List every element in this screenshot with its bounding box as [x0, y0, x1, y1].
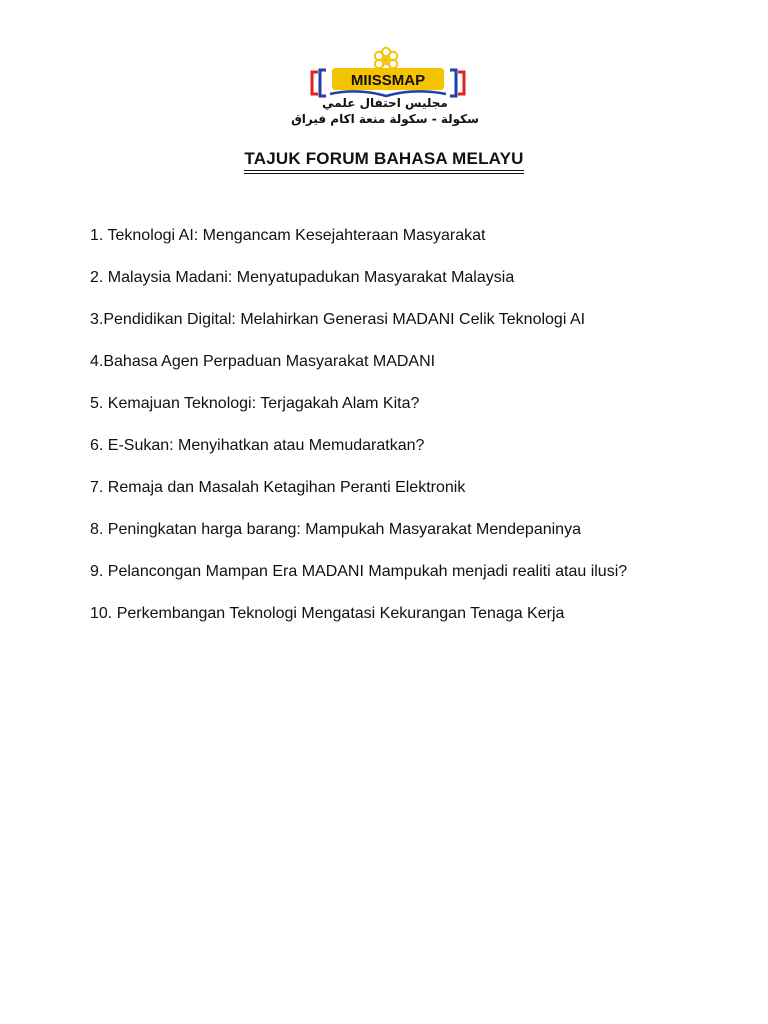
topic-item-3: 3.Pendidikan Digital: Melahirkan Generasi MADANI Celik Teknologi AI [90, 311, 586, 328]
topic-item-4: 4.Bahasa Agen Perpaduan Masyarakat MADANI [90, 353, 436, 370]
topic-list [90, 220, 650, 640]
topic-item-7: 7. Remaja dan Masalah Ketagihan Peranti Elektronik [90, 479, 466, 496]
arabic-tagline-1: مجليس احتفال علمي [322, 96, 448, 110]
page-title-text: TAJUK FORUM BAHASA MELAYU [244, 149, 523, 171]
topic-item-10: 10. Perkembangan Teknologi Mengatasi Kekurangan Tenaga Kerja [90, 605, 565, 622]
topic-item-8: 8. Peningkatan harga barang: Mampukah Masyarakat Mendepaninya [90, 521, 581, 538]
logo-text: MIISSMAP [350, 72, 426, 89]
topic-item-5: 5. Kemajuan Teknologi: Terjagakah Alam Kita? [90, 395, 420, 412]
arabic-tagline-2: سكولة - سكولة منعة اكام فيراق [291, 112, 479, 126]
page-title [0, 149, 768, 171]
topic-item-9: 9. Pelancongan Mampan Era MADANI Mampukah menjadi realiti atau ilusi? [90, 563, 628, 580]
topic-item-6: 6. E-Sukan: Menyihatkan atau Memudaratkan? [90, 437, 425, 454]
topic-item-1: 1. Teknologi AI: Mengancam Kesejahteraan Masyarakat [90, 227, 486, 244]
topic-item-2: 2. Malaysia Madani: Menyatupadukan Masyarakat Malaysia [90, 269, 515, 286]
